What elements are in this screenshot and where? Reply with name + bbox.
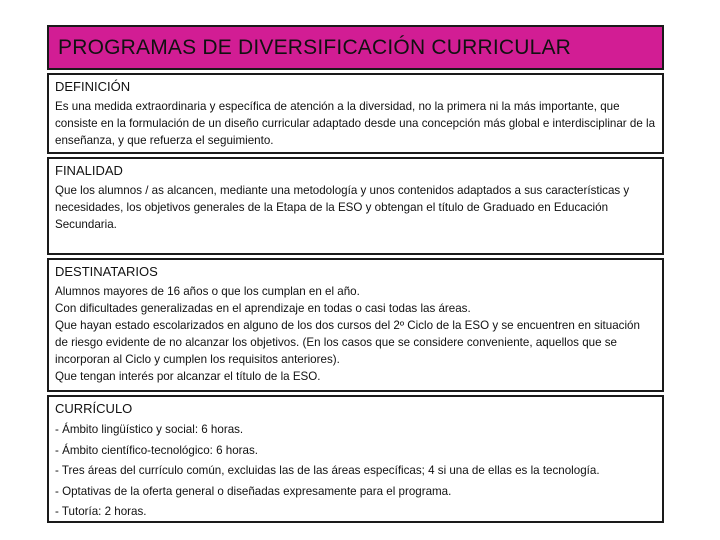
destinatarios-list <box>55 283 656 385</box>
section-definicion <box>47 73 664 154</box>
list-item: Que tengan interés por alcanzar el título de la ESO. <box>55 370 321 383</box>
title-box <box>47 25 664 70</box>
list-item: - Tutoría: 2 horas. <box>55 505 147 519</box>
definicion-heading: DEFINICIÓN <box>55 79 131 94</box>
document <box>47 25 664 523</box>
list-item: Que hayan estado escolarizados en alguno de los dos cursos del 2º Ciclo de la ESO y se encuentren en situación de riesgo evidente de no alcanzar los objetivos. (En los casos que se considere conveniente, aquellos que se incorporan al Ciclo y cumplen los requisitos anteriores). <box>55 319 640 366</box>
page-title: PROGRAMAS DE DIVERSIFICACIÓN CURRICULAR <box>58 35 572 59</box>
list-item: - Ámbito lingüístico y social: 6 horas. <box>55 423 244 436</box>
list-item: - Ámbito científico-tecnológico: 6 horas. <box>55 443 258 457</box>
section-destinatarios <box>47 258 664 392</box>
destinatarios-heading: DESTINATARIOS <box>55 264 158 279</box>
finalidad-heading: FINALIDAD <box>55 163 123 178</box>
list-item: Con dificultades generalizadas en el aprendizaje en todas o casi todas las áreas. <box>55 302 471 315</box>
section-curriculo <box>47 395 664 523</box>
list-item: - Tres áreas del currículo común, excluidas las de las áreas específicas; 4 si una de ellas es la tecnología. <box>55 464 600 478</box>
list-item: - Optativas de la oferta general o diseñadas expresamente para el programa. <box>55 484 452 498</box>
section-finalidad <box>47 157 664 255</box>
finalidad-text: Que los alumnos / as alcancen, mediante una metodología y unos contenidos adaptados a sus características y necesidades, los objetivos generales de la Etapa de la ESO y obtengan el título de Graduado en Educación Secundaria. <box>55 184 630 231</box>
list-item: Alumnos mayores de 16 años o que los cumplan en el año. <box>55 285 360 298</box>
curriculo-list <box>55 420 656 523</box>
curriculo-heading: CURRÍCULO <box>55 401 133 416</box>
definicion-text: Es una medida extraordinaria y específica de atención a la diversidad, no la primera ni la más importante, que consiste en la formulación de un diseño curricular adaptado desde una concepción más global e interdisciplinar de la enseñanza, y que refuerza el seguimiento. <box>55 100 656 147</box>
